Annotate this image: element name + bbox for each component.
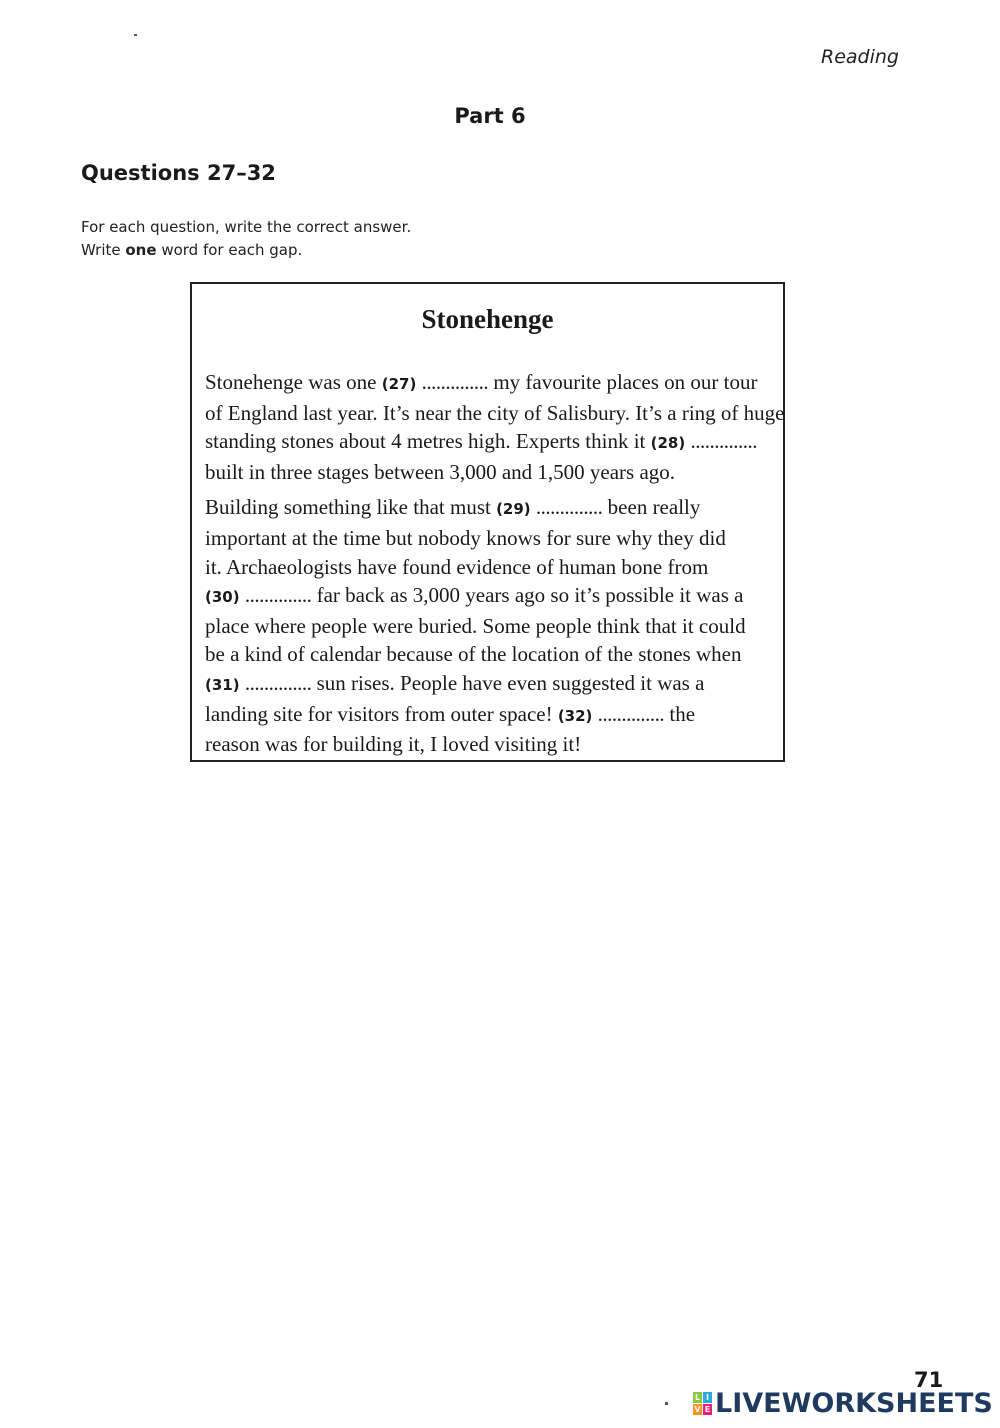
text: landing site for visitors from outer space! — [205, 701, 558, 726]
passage-title: Stonehenge — [421, 304, 554, 334]
text: far back as 3,000 years ago so it’s possible it was a — [311, 583, 744, 608]
logo-letter: I — [703, 1392, 712, 1403]
text: Building something like that must — [205, 495, 497, 520]
liveworksheets-logo[interactable] — [693, 1388, 993, 1419]
passage-box — [190, 282, 785, 762]
passage-line — [205, 493, 777, 524]
logo-letter: L — [694, 1393, 701, 1402]
gap-28[interactable]: .............. — [690, 429, 757, 454]
instruction-text: Write — [81, 241, 126, 259]
gap-29[interactable]: .............. — [535, 495, 603, 520]
text: sun rises. People have even suggested it was a — [311, 670, 705, 695]
text: been really — [602, 495, 701, 520]
gap-30[interactable]: .............. — [244, 583, 312, 608]
logo-letter: V — [694, 1405, 701, 1414]
stray-mark-top — [134, 34, 137, 36]
instruction-text: word for each gap. — [156, 241, 303, 259]
gap-number-31: (31) — [205, 675, 240, 694]
gap-number-27: (27) — [381, 375, 417, 393]
logo-letter: E — [704, 1405, 711, 1414]
instruction-emphasis: one — [125, 241, 157, 259]
passage-line: it. Archaeologists have found evidence of human bone from — [205, 554, 709, 579]
text: my favourite places on our tour — [488, 370, 758, 394]
page-number: 71 — [914, 1368, 944, 1392]
passage-line: reason was for building it, I loved visiting it! — [205, 732, 582, 757]
gap-number-28: (28) — [650, 434, 686, 453]
gap-number-30: (30) — [205, 588, 240, 607]
passage-line — [205, 669, 777, 700]
passage-line — [205, 700, 777, 731]
section-label: Reading — [821, 46, 899, 68]
passage-line — [205, 368, 777, 399]
passage-line — [205, 427, 777, 458]
gap-number-29: (29) — [496, 500, 531, 519]
passage-body — [205, 368, 785, 759]
logo-text: LIVEWORKSHEETS — [715, 1388, 993, 1419]
instructions — [81, 216, 411, 262]
gap-number-32: (32) — [557, 706, 593, 725]
passage-line: place where people were buried. Some people think that it could — [205, 613, 746, 638]
text: the — [664, 701, 696, 726]
instruction-line-1: For each question, write the correct answer. — [81, 218, 412, 236]
part-title: Part 6 — [454, 104, 526, 128]
passage-line — [205, 581, 777, 612]
logo-icon — [693, 1392, 712, 1415]
questions-title: Questions 27–32 — [81, 161, 276, 185]
passage-line: built in three stages between 3,000 and 1,500 years ago. — [205, 459, 676, 484]
stray-mark-bottom — [665, 1402, 668, 1405]
gap-32[interactable]: .............. — [597, 701, 665, 726]
gap-31[interactable]: .............. — [244, 670, 312, 695]
passage-line: be a kind of calendar because of the location of the stones when — [205, 642, 742, 667]
text: standing stones about 4 metres high. Experts think it — [205, 429, 651, 454]
instruction-line-2 — [81, 239, 411, 262]
gap-27[interactable]: .............. — [421, 370, 489, 394]
text: Stonehenge was one — [205, 370, 382, 394]
passage-line: of England last year. It’s near the city of Salisbury. It’s a ring of huge — [205, 400, 785, 425]
passage-line: important at the time but nobody knows for sure why they did — [205, 525, 726, 550]
